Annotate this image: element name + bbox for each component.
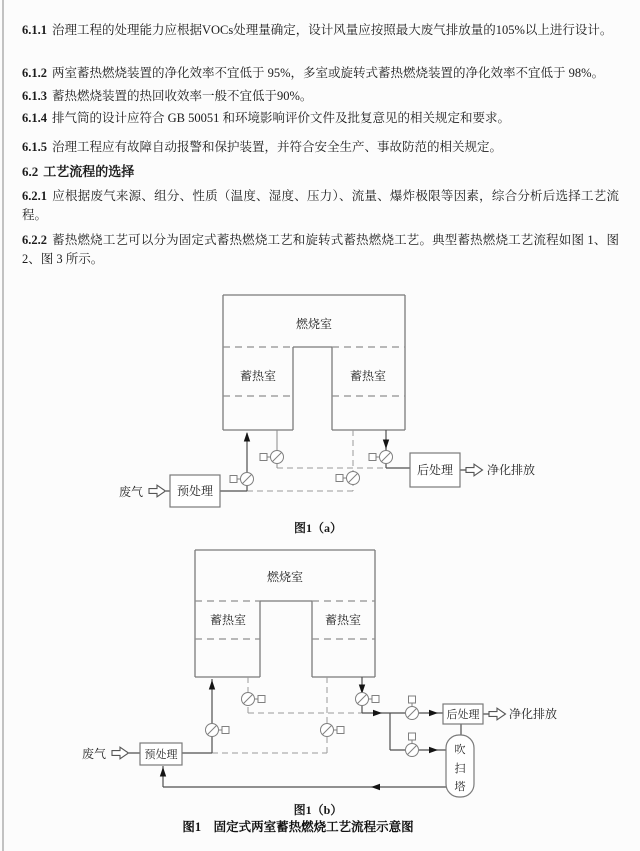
section-number: 6.1.3 <box>22 89 47 103</box>
flow-arrow-up-icon <box>209 680 215 690</box>
paragraph-text: 蓄热燃烧工艺可以分为固定式蓄热燃烧工艺和旋转式蓄热燃烧工艺。典型蓄热燃烧工艺流程如图 1、图 2、图 3 所示。 <box>22 233 619 266</box>
regenerator-left-label: 蓄热室 <box>209 613 247 627</box>
section-number: 6.2.1 <box>22 189 47 203</box>
hollow-arrow-icon <box>466 464 483 476</box>
posttreatment-label: 后处理 <box>416 463 454 477</box>
section-number: 6.1.1 <box>22 23 47 37</box>
rto-unit-outline <box>223 295 405 430</box>
valve-icon <box>321 724 345 737</box>
section-number: 6.2 <box>22 164 39 179</box>
purge-tower-char: 塔 <box>454 781 466 793</box>
paragraph-text: 治理工程的处理能力应根据VOCs处理量确定，设计风量应按照最大废气排放量的105%以上进行设计。 <box>52 23 613 37</box>
purge-tower-char: 吹 <box>454 744 466 756</box>
waste-gas-label: 废气 <box>81 747 107 761</box>
section-number: 6.1.2 <box>22 66 47 80</box>
valve-icon <box>230 473 254 486</box>
flow-arrow-up-icon <box>244 432 250 442</box>
combustion-chamber-label: 燃烧室 <box>295 317 333 331</box>
valve-icon <box>260 451 284 464</box>
paragraph-text: 蓄热燃烧装置的热回收效率一般不宜低于90%。 <box>52 89 313 103</box>
valve-icon <box>242 693 266 706</box>
diagram-a <box>119 295 535 535</box>
purified-discharge-label: 净化排放 <box>487 463 536 477</box>
flow-arrow-right-icon <box>373 710 382 716</box>
section-number: 6.1.4 <box>22 111 47 125</box>
combustion-chamber-label: 燃烧室 <box>266 570 304 584</box>
valve-icon <box>406 696 419 720</box>
hollow-arrow-icon <box>489 708 506 720</box>
flow-arrow-right-icon <box>429 747 438 753</box>
regenerator-right-label: 蓄热室 <box>349 369 387 383</box>
paragraph-text: 应根据废气来源、组分、性质（温度、湿度、压力）、流量、爆炸极限等因素，综合分析后选择工艺流程。 <box>22 189 619 222</box>
section-number: 6.1.5 <box>22 140 47 154</box>
regenerator-right-label: 蓄热室 <box>324 613 362 627</box>
valve-icon <box>369 451 393 464</box>
flow-arrow-right-icon <box>429 710 438 716</box>
paragraph-text: 排气筒的设计应符合 GB 50051 和环境影响评价文件及批复意见的相关规定和要求。 <box>52 111 510 125</box>
inactive-flow-line <box>212 677 362 753</box>
figure-caption: 图1 固定式两室蓄热燃烧工艺流程示意图 <box>182 820 414 834</box>
posttreatment-label: 后处理 <box>446 709 480 721</box>
inactive-flow-line <box>247 430 386 491</box>
diagram-a-caption: 图1（a） <box>293 521 343 535</box>
flow-arrow-left-icon <box>371 784 380 790</box>
hollow-arrow-icon <box>112 747 129 759</box>
heading-text: 工艺流程的选择 <box>43 164 135 179</box>
purge-tower-char: 扫 <box>454 763 466 775</box>
section-number: 6.2.2 <box>22 233 47 247</box>
pretreatment-label: 预处理 <box>144 749 178 761</box>
active-flow-line <box>129 677 489 787</box>
hollow-arrow-icon <box>149 485 166 497</box>
paragraph-text: 两室蓄热燃烧装置的净化效率不宜低于 95%，多室或旋转式蓄热燃烧装置的净化效率不宜低于 98%。 <box>52 66 605 80</box>
waste-gas-label: 废气 <box>118 485 144 499</box>
valve-icon <box>356 693 380 706</box>
paragraph-text: 治理工程应有故障自动报警和保护装置，并符合安全生产、事故防范的相关规定。 <box>52 140 503 154</box>
purified-discharge-label: 净化排放 <box>509 707 558 721</box>
flow-arrow-down-icon <box>383 440 389 450</box>
pretreatment-label: 预处理 <box>176 484 214 498</box>
valve-icon <box>406 733 419 757</box>
diagram-b-caption: 图1（b） <box>293 803 343 817</box>
diagram-b <box>82 550 557 817</box>
flow-arrow-up-icon <box>160 767 166 777</box>
regenerator-left-label: 蓄热室 <box>239 369 277 383</box>
valve-icon <box>336 472 360 485</box>
valve-icon <box>206 724 230 737</box>
